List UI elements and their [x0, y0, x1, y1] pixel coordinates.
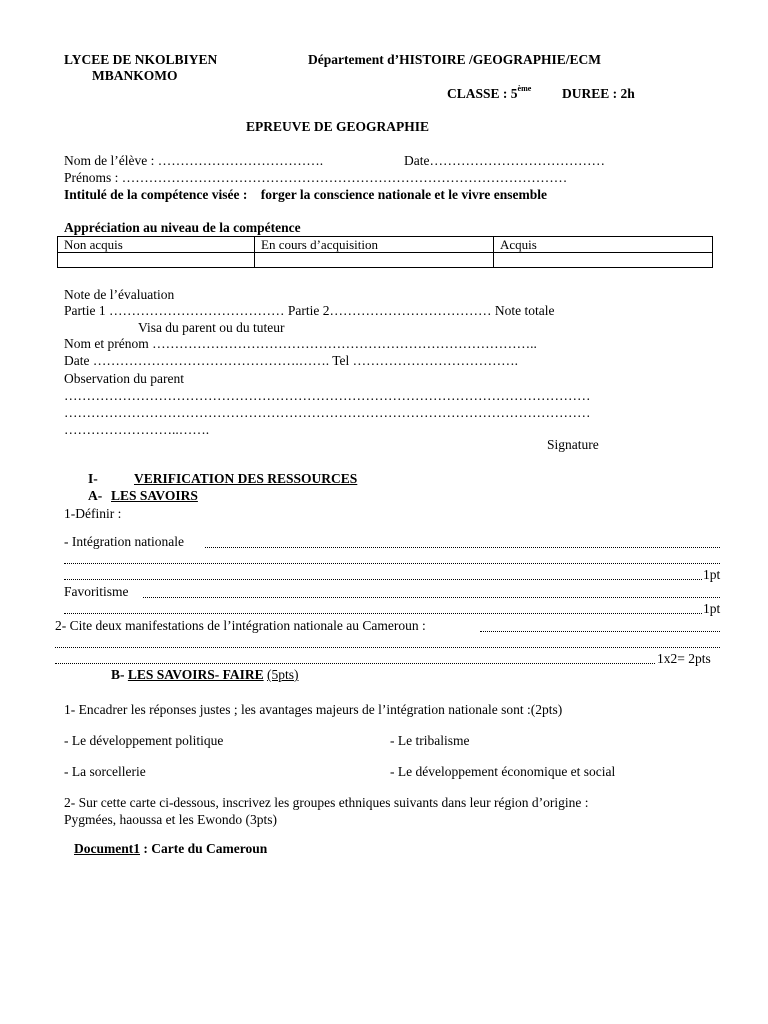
option-item[interactable]: - La sorcellerie	[64, 764, 146, 779]
points-label: 1pt	[703, 567, 721, 582]
department: Département d’HISTOIRE /GEOGRAPHIE/ECM	[308, 52, 602, 67]
question-define: 1-Définir :	[64, 506, 122, 521]
visa-label: Visa du parent ou du tuteur	[138, 320, 285, 335]
class-superscript: ème	[517, 84, 532, 93]
school-town: MBANKOMO	[92, 68, 178, 83]
student-name-field: Nom de l’élève : ……………………………….	[64, 153, 324, 168]
parties-line: Partie 1 ………………………………… Partie 2……………………………… Note totale	[64, 303, 555, 318]
table-cell[interactable]	[255, 253, 494, 268]
question-map: 2- Sur cette carte ci-dessous, inscrivez les groupes ethniques suivants dans leur région d’origine :	[64, 795, 589, 810]
answer-line[interactable]	[143, 597, 720, 598]
table-header-cell: En cours d’acquisition	[255, 237, 494, 253]
subsection-b-title: LES SAVOIRS- FAIRE	[127, 667, 264, 682]
subsection-a-title: LES SAVOIRS	[111, 488, 198, 503]
answer-line[interactable]	[64, 613, 702, 614]
appreciation-title: Appréciation au niveau de la compétence	[64, 220, 301, 235]
appreciation-table	[57, 236, 713, 268]
option-item[interactable]: - Le développement politique	[64, 733, 224, 748]
class-label	[447, 86, 531, 102]
document-title: : Carte du Cameroun	[140, 841, 268, 856]
table-row	[58, 253, 713, 268]
answer-line[interactable]	[480, 631, 720, 632]
observation-line: ……………………..…….	[64, 422, 210, 437]
section-title: VERIFICATION DES RESSOURCES	[134, 471, 358, 486]
observation-label: Observation du parent	[64, 371, 184, 386]
question-manifestations: 2- Cite deux manifestations de l’intégration nationale au Cameroun :	[55, 618, 426, 633]
school-name: LYCEE DE NKOLBIYEN	[64, 52, 218, 67]
exam-title: EPREUVE DE GEOGRAPHIE	[246, 119, 430, 134]
answer-line[interactable]	[205, 547, 720, 548]
subsection-b-letter: B-	[111, 667, 125, 682]
table-header-cell: Non acquis	[58, 237, 255, 253]
answer-line[interactable]	[55, 647, 720, 648]
table-cell[interactable]	[494, 253, 713, 268]
document-caption	[74, 841, 267, 857]
option-item[interactable]: - Le tribalisme	[390, 733, 470, 748]
signature-label: Signature	[547, 437, 599, 452]
table-row	[58, 237, 713, 253]
note-title: Note de l’évaluation	[64, 287, 175, 302]
question-advantages: 1- Encadrer les réponses justes ; les avantages majeurs de l’intégration nationale sont :(2pts)	[64, 702, 563, 717]
prenoms-field: Prénoms : ………………………………………………………………………………………	[64, 170, 568, 185]
competence-label: Intitulé de la compétence visée :	[64, 187, 248, 202]
answer-line[interactable]	[55, 663, 655, 664]
term-integration: - Intégration nationale	[64, 534, 184, 549]
competence-value: forger la conscience nationale et le vivre ensemble	[260, 187, 548, 202]
option-item[interactable]: - Le développement économique et social	[390, 764, 616, 779]
table-header-cell: Acquis	[494, 237, 713, 253]
observation-line: ………………………………………………………………………………………………………	[64, 388, 591, 403]
subsection-b-heading	[111, 667, 299, 683]
subsection-b-points: (5pts)	[267, 667, 299, 682]
parent-name-field: Nom et prénom …………………………………………………………………………..	[64, 336, 537, 351]
section-numeral: I-	[88, 471, 98, 486]
date-tel-field: Date ……………………………………….……. Tel ……………………………….	[64, 353, 519, 368]
answer-line[interactable]	[64, 563, 720, 564]
observation-line: ………………………………………………………………………………………………………	[64, 405, 591, 420]
points-label: 1pt	[703, 601, 721, 616]
duration: DUREE : 2h	[562, 86, 635, 101]
class-text: CLASSE : 5	[447, 86, 518, 101]
table-cell[interactable]	[58, 253, 255, 268]
subsection-a-letter: A-	[88, 488, 103, 503]
term-favoritisme: Favoritisme	[64, 584, 129, 599]
points-label: 1x2= 2pts	[657, 651, 711, 666]
question-map-groups: Pygmées, haoussa et les Ewondo (3pts)	[64, 812, 277, 827]
competence-line	[64, 187, 547, 203]
answer-line[interactable]	[64, 579, 702, 580]
date-field: Date…………………………………	[404, 153, 605, 168]
document-label: Document1	[74, 841, 140, 856]
